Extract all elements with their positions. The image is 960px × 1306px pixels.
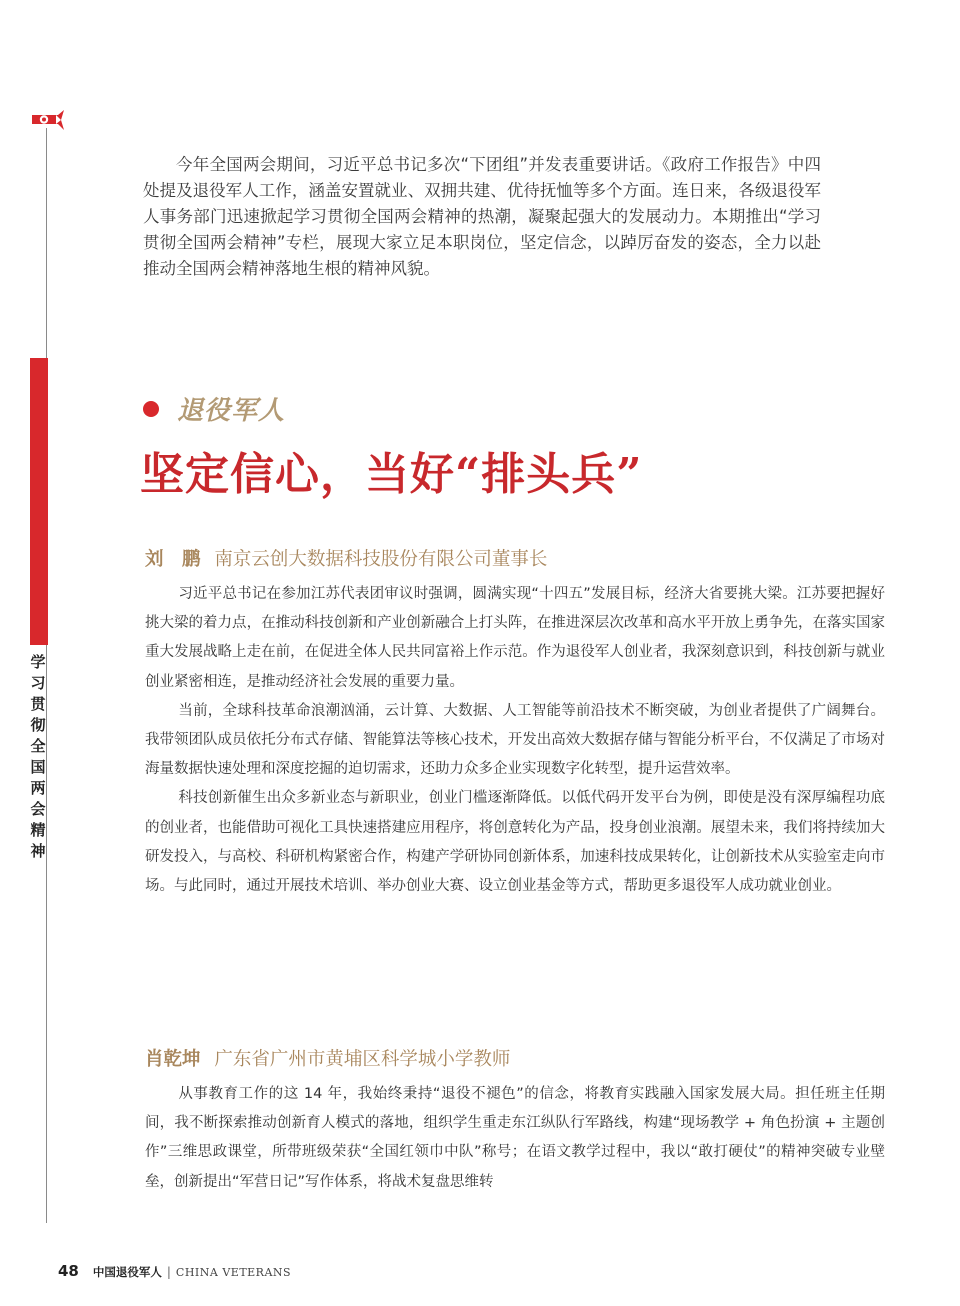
author-line xyxy=(145,545,547,571)
body-paragraph: 当前，全球科技革命浪潮汹涌，云计算、大数据、人工智能等前沿技术不断突破，为创业者提供了广阔舞台。我带领团队成员依托分布式存储、智能算法等核心技术，开发出高效大数据存储与智能分析平台，不仅满足了市场对海量数据快速处理和深度挖掘的迫切需求，还助力众多企业实现数字化转型，提升运营效率。 xyxy=(145,702,885,778)
section-header xyxy=(143,390,285,427)
page-footer xyxy=(58,1262,291,1280)
body-paragraph: 习近平总书记在参加江苏代表团审议时强调，圆满实现“十四五”发展目标，经济大省要挑大梁。江苏要把握好挑大梁的着力点，在推动科技创新和产业创新融合上打头阵，在推进深层次改革和高水平开放上勇争先，在落实国家重大发展战略上走在前，在促进全体人民共同富裕上作示范。作为退役军人创业者，我深刻意识到，科技创新与就业创业紧密相连，是推动经济社会发展的重要力量。 xyxy=(145,586,885,690)
body-paragraph: 从事教育工作的这 14 年，我始终秉持“退役不褪色”的信念，将教育实践融入国家发展大局。担任班主任期间，我不断探索推动创新育人模式的落地，组织学生重走东江纵队行军路线，构建“现场教学 + 角色扮演 + 主题创作”三维思政课堂，所带班级荣获“全国红领巾中队”称号；在语文教学过程中，我以“敢打硬仗”的精神突破专业壁垒，创新提出“军营日记”写作体系，将战术复盘思维转 xyxy=(145,1086,885,1190)
article-body xyxy=(145,580,885,901)
body-paragraph: 科技创新催生出众多新业态与新职业，创业门槛逐渐降低。以低代码开发平台为例，即使是没有深厚编程功底的创业者，也能借助可视化工具快速搭建应用程序，将创意转化为产品，投身创业浪潮。展望未来，我们将持续加大研发投入，与高校、科研机构紧密合作，构建产学研协同创新体系，加速科技成果转化，让创新技术从实验室走向市场。与此同时，通过开展技术培训、举办创业大赛、设立创业基金等方式，帮助更多退役军人成功就业创业。 xyxy=(145,790,885,895)
intro-paragraph: 今年全国两会期间，习近平总书记多次“下团组”并发表重要讲话。《政府工作报告》中四处提及退役军人工作，涵盖安置就业、双拥共建、优待抚恤等多个方面。连日来，各级退役军人事务部门迅速掀起学习贯彻全国两会精神的热潮，凝聚起强大的发展动力。本期推出“学习贯彻全国两会精神”专栏，展现大家立足本职岗位，坚定信念，以踔厉奋发的姿态，全力以赴推动全国两会精神落地生根的精神风貌。 xyxy=(143,155,821,278)
author-name: 肖乾坤 xyxy=(145,1049,201,1070)
section-label: 退役军人 xyxy=(177,396,286,426)
sidebar-section-label: 学习贯彻全国两会精神 xyxy=(30,653,46,860)
section-color-bar xyxy=(30,358,48,645)
article-headline: 坚定信心，当好“排头兵” xyxy=(140,449,643,500)
author-title: 南京云创大数据科技股份有限公司董事长 xyxy=(214,549,548,570)
author-title: 广东省广州市黄埔区科学城小学教师 xyxy=(214,1049,511,1070)
article-body xyxy=(145,1080,885,1196)
magazine-logo-icon xyxy=(30,108,66,132)
footer-separator: | xyxy=(166,1265,171,1279)
magazine-name-en: CHINA VETERANS xyxy=(175,1266,292,1279)
author-line xyxy=(145,1045,510,1071)
page-number: 48 xyxy=(58,1262,79,1280)
bullet-dot-icon xyxy=(143,401,159,417)
magazine-name-cn: 中国退役军人 xyxy=(92,1265,162,1279)
author-name: 刘 鹏 xyxy=(145,549,201,570)
